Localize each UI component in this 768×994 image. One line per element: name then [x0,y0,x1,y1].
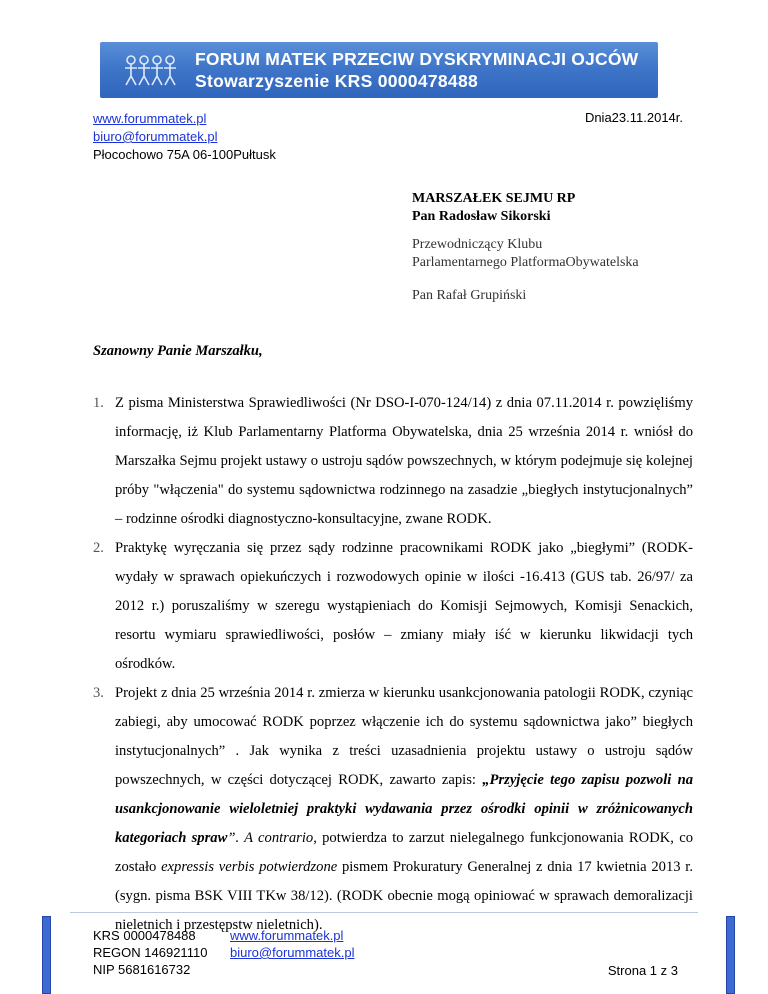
recipient-chair: Pan Rafał Grupiński [412,288,527,303]
latin-phrase: ”. A contrario [227,830,314,846]
item-number: 2. [93,540,104,556]
item-text-part: pismem Prokuratury Generalnej z dnia 17 kwietnia 2013 r. (sygn. pisma BSK VIII TKw 38/12). (RODK obecnie mogą opiniować w sprawach demoralizacji nieletnich i przestępstw nieletnich). [115,859,693,933]
sender-contact [93,110,276,164]
sender-address: Płocochowo 75A 06-100Pułtusk [93,147,276,162]
footer-krs: KRS 0000478488 [93,928,196,943]
banner-subtitle: Stowarzyszenie KRS 0000478488 [195,71,479,91]
club-name: Parlamentarnego PlatformaObywatelska [412,255,639,270]
footer-bar-left [42,916,51,994]
letter-date: Dnia23.11.2014r. [584,110,683,125]
item-text: Praktykę wyręczania się przez sądy rodzinne pracownikami RODK jako „biegłymi” (RODK-wydały w sprawach opiekuńczych i rozwodowych opinie w ilości -16.413 (GUS tab. 26/97/ za 2012 r.) poruszaliśmy w szeregu wystąpieniach do Komisji Sejmowych, Komisji Senackich, resortu wymiaru sprawiedliwości, posłów – zmiany miały iść w kierunku likwidacji tych ośrodków. [115,540,693,672]
header-banner [100,42,658,98]
item-number: 1. [93,395,104,411]
list-item [93,534,693,679]
footer-email-link[interactable]: biuro@forummatek.pl [230,945,355,960]
recipient-title: MARSZAŁEK SEJMU RP [412,191,576,206]
salutation: Szanowny Panie Marszałku, [93,343,263,359]
item-text-part: Projekt z dnia 25 września 2014 r. zmierza w kierunku usankcjonowania patologii RODK, czyniąc zabiegi, aby umocować RODK poprzez włączenie ich do systemu sądownictwa jako” biegłych instytucjonalnych” . Jak wynika z treści uzasadnienia projektu ustawy o ustroju sądów powszechnych, w części dotyczącej RODK, zawarto zapis: [115,685,693,788]
page-number: Strona 1 z 3 [607,963,678,978]
item-text [115,679,693,940]
item-text-part: , potwierdza to zarzut nielegalnego funkcjonowania RODK, co zostało [115,830,693,875]
email-link[interactable]: biuro@forummatek.pl [93,129,218,144]
list-item [93,679,693,940]
footer-nip: NIP 5681616732 [93,962,191,977]
item-text: Z pisma Ministerstwa Sprawiedliwości (Nr DSO-I-070-124/14) z dnia 07.11.2014 r. powzięliśmy informację, iż Klub Parlamentarny Platforma Obywatelska, dnia 25 września 2014 r. wniósł do Marszałka Sejmu projekt ustawy o ustroju sądów powszechnych, w którym podejmuje się kolejnej próby "włączenia" do systemu sądownictwa rodzinnego na zasadzie „biegłych instytucjonalnych” – rodzinne ośrodki diagnostyczno-konsultacyjne, zwane RODK. [115,395,693,527]
footer-regon: REGON 146921110 [93,945,208,960]
recipient-club [412,236,639,272]
quoted-text: „Przyjęcie tego zapisu pozwoli na usankcjonowanie wieloletniej praktyki wydawania przez ośrodki opinii w zróżnicowanych kategoriach spraw [115,772,693,846]
footer [93,927,355,978]
recipient-main [412,190,575,226]
club-title: Przewodniczący Klubu [412,237,543,252]
family-figures-icon [122,54,178,88]
footer-divider [70,912,698,913]
recipient-name: Pan Radosław Sikorski [412,209,551,224]
letter-body [93,389,693,940]
latin-phrase: expressis verbis potwierdzone [161,859,338,875]
footer-website-link[interactable]: www.forummatek.pl [230,928,344,943]
footer-bar-right [726,916,735,994]
list-item [93,389,693,534]
banner-title: FORUM MATEK PRZECIW DYSKRYMINACJI OJCÓW [195,49,639,69]
item-number: 3. [93,685,104,701]
website-link[interactable]: www.forummatek.pl [93,111,207,126]
